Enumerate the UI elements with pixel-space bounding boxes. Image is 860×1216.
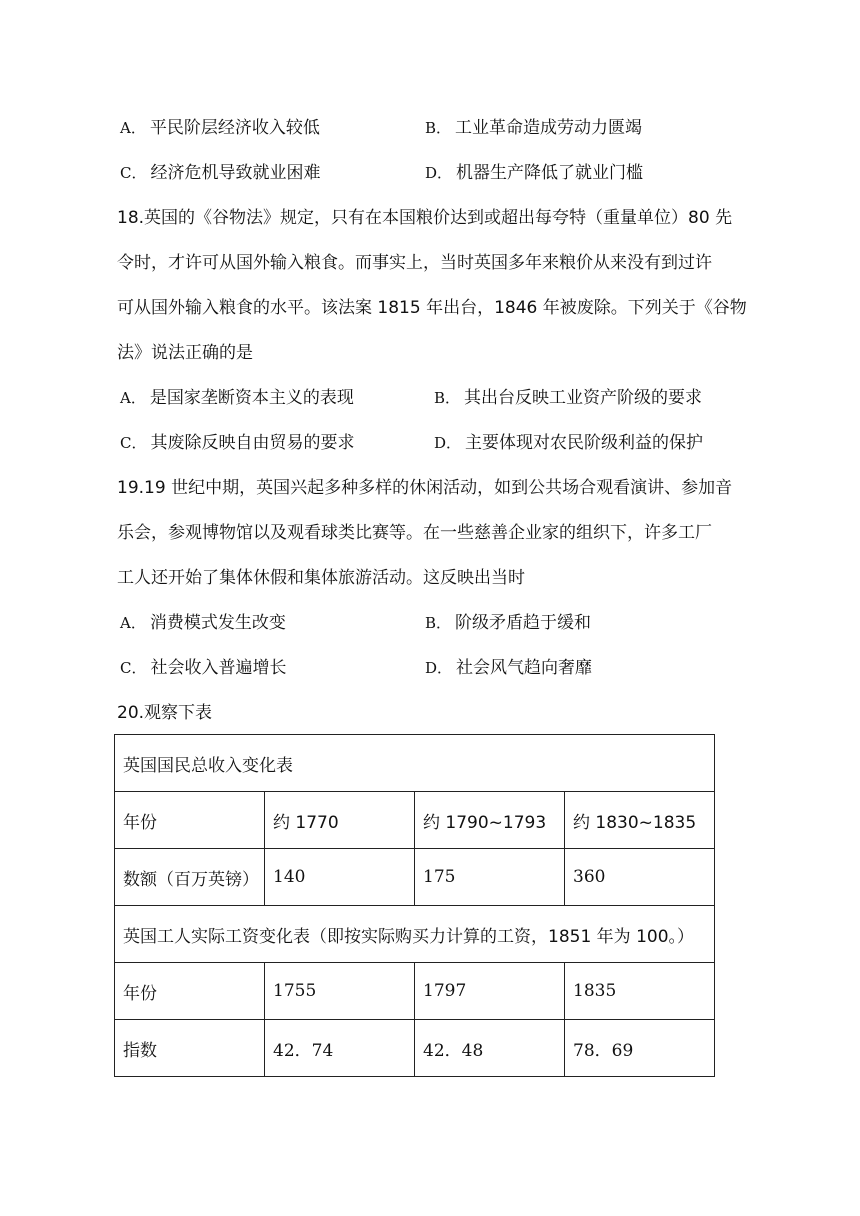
option-text: 机器生产降低了就业门槛 (456, 163, 644, 183)
table-cell: 1797 (415, 963, 565, 1020)
q17-option-a (120, 117, 320, 139)
table-cell: 42．48 (415, 1020, 565, 1077)
option-letter: C． (120, 659, 147, 677)
table-row (115, 906, 715, 963)
row-header: 年份 (115, 792, 265, 849)
q19-option-b (425, 612, 591, 634)
option-text: 其废除反映自由贸易的要求 (150, 433, 355, 453)
table-cell: 1835 (565, 963, 715, 1020)
table-cell: 140 (265, 849, 415, 906)
table-row (115, 963, 715, 1020)
q17-option-b (425, 117, 642, 139)
wage-table-title: 英国工人实际工资变化表（即按实际购买力计算的工资，1851 年为 100。） (115, 906, 715, 963)
table-row (115, 1020, 715, 1077)
q19-option-d (425, 657, 592, 679)
option-text: 工业革命造成劳动力匮竭 (455, 118, 643, 138)
option-text: 平民阶层经济收入较低 (149, 118, 320, 138)
row-header: 年份 (115, 963, 265, 1020)
q18-stem-line-3: 可从国外输入粮食的水平。该法案 1815 年出台，1846 年被废除。下列关于《谷物 (117, 298, 747, 318)
option-text: 是国家垄断资本主义的表现 (149, 388, 354, 408)
option-letter: D． (425, 164, 453, 182)
option-letter: B． (425, 614, 452, 632)
option-letter: D． (425, 659, 453, 677)
table-cell: 78．69 (565, 1020, 715, 1077)
income-table-title: 英国国民总收入变化表 (115, 735, 715, 792)
row-header: 指数 (115, 1020, 265, 1077)
option-text: 社会风气趋向奢靡 (456, 658, 593, 678)
table-cell: 42．74 (265, 1020, 415, 1077)
option-letter: B． (434, 389, 461, 407)
row-header: 数额（百万英镑） (115, 849, 265, 906)
q20-title: 20.观察下表 (117, 703, 213, 723)
table-cell: 约 1830~1835 (565, 792, 715, 849)
q17-option-d (425, 162, 643, 184)
q19-stem-line-2: 乐会，参观博物馆以及观看球类比赛等。在一些慈善企业家的组织下，许多工厂 (117, 523, 712, 543)
option-text: 消费模式发生改变 (149, 613, 286, 633)
table-cell: 360 (565, 849, 715, 906)
option-letter: D． (434, 434, 462, 452)
q18-option-d (434, 432, 703, 454)
option-text: 社会收入普遍增长 (150, 658, 287, 678)
option-letter: C． (120, 434, 147, 452)
option-text: 阶级矛盾趋于缓和 (455, 613, 592, 633)
table-cell: 175 (415, 849, 565, 906)
option-letter: C． (120, 164, 147, 182)
option-text: 主要体现对农民阶级利益的保护 (465, 433, 704, 453)
q18-option-b (434, 387, 702, 409)
option-letter: B． (425, 119, 452, 137)
data-table (114, 734, 715, 1077)
q19-stem-line-3: 工人还开始了集体休假和集体旅游活动。这反映出当时 (117, 568, 525, 588)
q18-stem-line-4: 法》说法正确的是 (117, 343, 253, 363)
q17-option-c (120, 162, 320, 184)
table-row (115, 792, 715, 849)
table-row (115, 735, 715, 792)
option-letter: A． (120, 389, 146, 407)
q18-option-a (120, 387, 354, 409)
table-cell: 约 1790~1793 (415, 792, 565, 849)
table-row (115, 849, 715, 906)
q19-option-a (120, 612, 286, 634)
table-cell: 1755 (265, 963, 415, 1020)
option-letter: A． (120, 119, 146, 137)
q18-option-c (120, 432, 354, 454)
q19-stem-line-1: 19.19 世纪中期，英国兴起多种多样的休闲活动，如到公共场合观看演讲、参加音 (117, 478, 733, 498)
option-text: 其出台反映工业资产阶级的要求 (464, 388, 703, 408)
option-text: 经济危机导致就业困难 (150, 163, 321, 183)
table-cell: 约 1770 (265, 792, 415, 849)
q18-stem-line-1: 18.英国的《谷物法》规定，只有在本国粮价达到或超出每夸特（重量单位）80 先 (117, 208, 733, 228)
q18-stem-line-2: 令时，才许可从国外输入粮食。而事实上，当时英国多年来粮价从来没有到过许 (117, 253, 712, 273)
option-letter: A． (120, 614, 146, 632)
q19-option-c (120, 657, 286, 679)
